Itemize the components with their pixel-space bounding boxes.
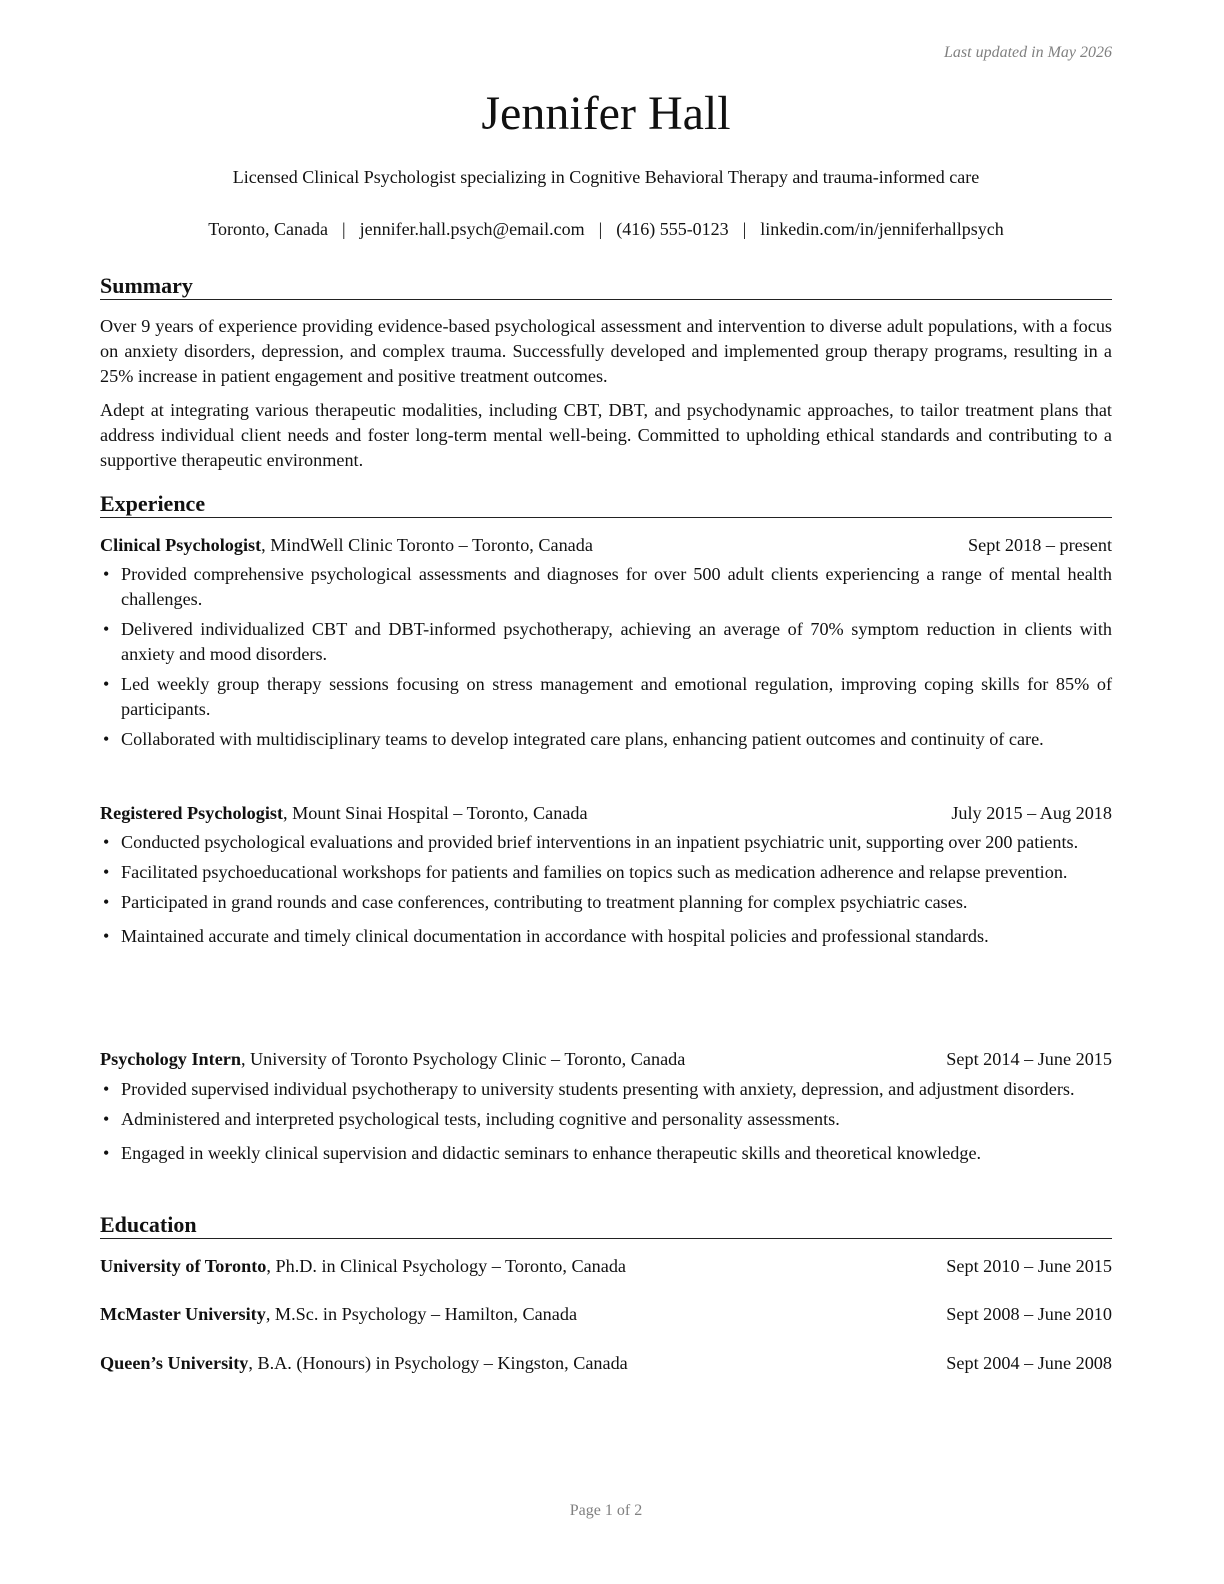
education-item — [100, 1351, 1112, 1376]
education-school: McMaster University — [100, 1304, 266, 1324]
job-role: Psychology Intern — [100, 1049, 241, 1069]
section-title-summary: Summary — [100, 273, 1112, 300]
education-school: University of Toronto — [100, 1256, 267, 1276]
bullet-item: • Conducted psychological evaluations and provided brief interventions in an inpatient psychiatric unit, supporting over 200 patients. — [100, 830, 1112, 855]
job-dates: Sept 2014 – June 2015 — [946, 1049, 1112, 1069]
bullet-item: • Administered and interpreted psychological tests, including cognitive and personality assessments. — [100, 1107, 1112, 1132]
summary-paragraph-2: Adept at integrating various therapeutic modalities, including CBT, DBT, and psychodynamic approaches, to tailor treatment plans that address individual client needs and foster long-term mental well-being. Committed to upholding ethical standards and contributing to a supportive therapeutic environment. — [100, 400, 1112, 470]
job-org: , University of Toronto Psychology Clinic – Toronto, Canada — [240, 1049, 686, 1069]
job-header — [100, 533, 1112, 558]
job-header — [100, 1047, 1112, 1072]
summary-paragraph-1: Over 9 years of experience providing evidence-based psychological assessment and intervention to diverse adult populations, with a focus on anxiety disorders, depression, and complex trauma. Successfully developed and implemented group therapy programs, resulting in a 25% increase in patient engagement and positive treatment outcomes. — [100, 316, 1112, 386]
bullet-item: • Collaborated with multidisciplinary teams to develop integrated care plans, enhancing patient outcomes and continuity of care. — [100, 727, 1112, 752]
contact-line — [100, 219, 1112, 240]
education-dates: Sept 2010 – June 2015 — [946, 1256, 1112, 1276]
job-header — [100, 801, 1112, 826]
job-org: , MindWell Clinic Toronto – Toronto, Canada — [261, 535, 593, 555]
bullet-item: • Delivered individualized CBT and DBT-informed psychotherapy, achieving an average of 70% symptom reduction in clients with anxiety and mood disorders. — [100, 617, 1112, 667]
contact-separator: | — [742, 219, 747, 239]
page-number: Page 1 of 2 — [569, 1502, 643, 1519]
contact-phone: (416) 555-0123 — [616, 219, 729, 239]
contact-separator: | — [598, 219, 603, 239]
education-degree: , M.Sc. in Psychology – Hamilton, Canada — [265, 1304, 578, 1324]
bullet-item: • Maintained accurate and timely clinical documentation in accordance with hospital policies and professional standards. — [100, 924, 1112, 949]
job-dates: Sept 2018 – present — [968, 535, 1112, 555]
section-title-education: Education — [100, 1212, 1112, 1239]
contact-location: Toronto, Canada — [208, 219, 328, 239]
education-degree: , B.A. (Honours) in Psychology – Kingston, Canada — [248, 1353, 628, 1373]
education-dates: Sept 2004 – June 2008 — [946, 1353, 1112, 1373]
job-bullets — [100, 830, 1112, 949]
job-dates: July 2015 – Aug 2018 — [951, 803, 1112, 823]
bullet-item: • Participated in grand rounds and case conferences, contributing to treatment planning for complex psychiatric cases. — [100, 890, 1112, 915]
contact-separator: | — [341, 219, 346, 239]
job-role: Registered Psychologist — [100, 803, 284, 823]
bullet-item: • Led weekly group therapy sessions focusing on stress management and emotional regulation, improving coping skills for 85% of participants. — [100, 672, 1112, 722]
contact-email[interactable]: jennifer.hall.psych@email.com — [359, 219, 585, 239]
last-updated: Last updated in May 2026 — [944, 44, 1112, 61]
bullet-item: • Facilitated psychoeducational workshops for patients and families on topics such as medication adherence and relapse prevention. — [100, 860, 1112, 885]
job-bullets — [100, 1077, 1112, 1166]
section-title-experience: Experience — [100, 491, 1112, 518]
education-dates: Sept 2008 – June 2010 — [946, 1304, 1112, 1324]
bullet-item: • Provided comprehensive psychological assessments and diagnoses for over 500 adult clients experiencing a range of mental health challenges. — [100, 562, 1112, 612]
contact-linkedin[interactable]: linkedin.com/in/jenniferhallpsych — [760, 219, 1004, 239]
education-degree: , Ph.D. in Clinical Psychology – Toronto, Canada — [266, 1256, 626, 1276]
bullet-item: • Provided supervised individual psychotherapy to university students presenting with anxiety, depression, and adjustment disorders. — [100, 1077, 1112, 1102]
education-item — [100, 1302, 1112, 1327]
tagline: Licensed Clinical Psychologist specializing in Cognitive Behavioral Therapy and trauma-informed care — [232, 167, 980, 187]
job-role: Clinical Psychologist — [100, 535, 262, 555]
candidate-name: Jennifer Hall — [481, 87, 731, 140]
job-org: , Mount Sinai Hospital – Toronto, Canada — [283, 803, 588, 823]
education-item — [100, 1254, 1112, 1279]
education-school: Queen’s University — [100, 1353, 249, 1373]
job-bullets — [100, 562, 1112, 752]
bullet-item: • Engaged in weekly clinical supervision and didactic seminars to enhance therapeutic skills and theoretical knowledge. — [100, 1141, 1112, 1166]
